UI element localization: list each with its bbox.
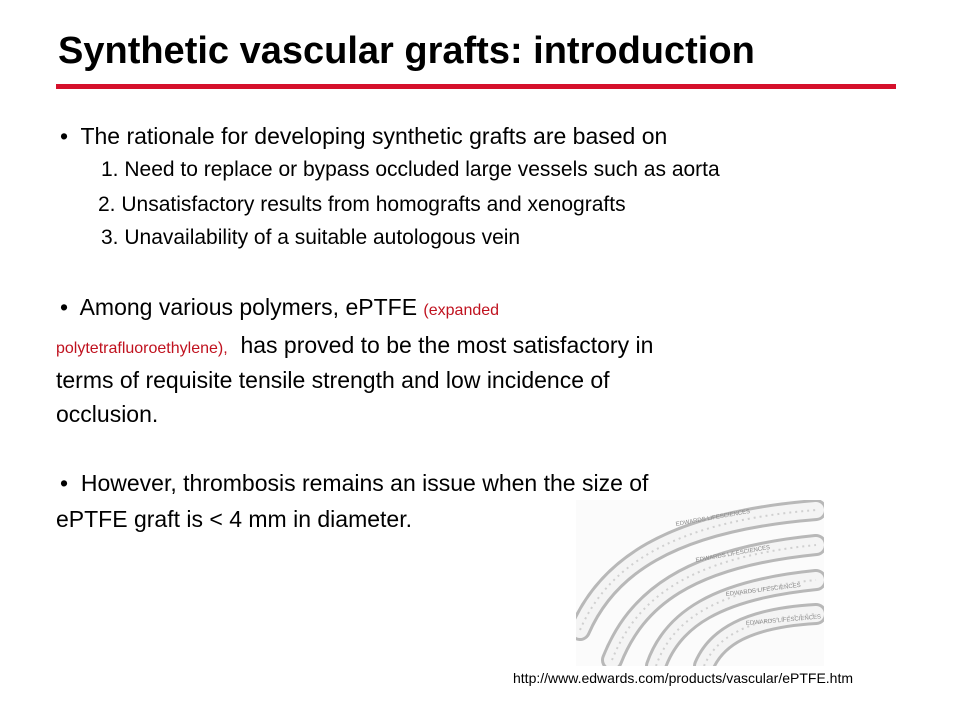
- bullet-2-line-2: [56, 332, 653, 359]
- bullet-marker: •: [60, 470, 69, 496]
- source-link[interactable]: http://www.edwards.com/products/vascular/ePTFE.htm: [513, 670, 854, 686]
- graft-tubes-svg: [576, 500, 824, 666]
- tube-label: EDWARDS LIFESCIENCES: [675, 508, 751, 528]
- bullet-2-rest-1: has proved to be the most satisfactory in: [240, 332, 654, 358]
- title-underline: [56, 84, 896, 89]
- bullet-3-line-1: [60, 470, 648, 497]
- graft-tubes-image: [576, 500, 824, 666]
- tube-label: EDWARDS LIFESCIENCES: [745, 614, 822, 627]
- bullet-2-paren-open: (expanded: [423, 302, 500, 319]
- bullet-marker: •: [60, 294, 69, 320]
- list-item-1: 1. Need to replace or bypass occluded large vessels such as aorta: [101, 158, 720, 181]
- tube-label: EDWARDS LIFESCIENCES: [695, 544, 771, 564]
- bullet-2-paren-close: polytetrafluoroethylene),: [56, 340, 228, 357]
- bullet-2-line-1: [60, 294, 499, 321]
- bullet-1: [60, 123, 667, 150]
- bullet-2-line-4: occlusion.: [56, 401, 159, 427]
- slide-title: Synthetic vascular grafts: introduction: [58, 30, 755, 72]
- bullet-3-text: However, thrombosis remains an issue when the size of: [80, 470, 649, 496]
- list-item-3: 3. Unavailability of a suitable autologous vein: [101, 226, 521, 249]
- list-item-2: 2. Unsatisfactory results from homografts and xenografts: [98, 193, 626, 216]
- bullet-3-line-2: ePTFE graft is < 4 mm in diameter.: [56, 506, 412, 532]
- tube-label: EDWARDS LIFESCIENCES: [725, 582, 802, 598]
- bullet-marker: •: [60, 123, 69, 149]
- bullet-2-lead: Among various polymers, ePTFE: [79, 294, 418, 320]
- bullet-2-line-3: terms of requisite tensile strength and low incidence of: [56, 367, 610, 393]
- bullet-1-text: The rationale for developing synthetic grafts are based on: [80, 123, 668, 149]
